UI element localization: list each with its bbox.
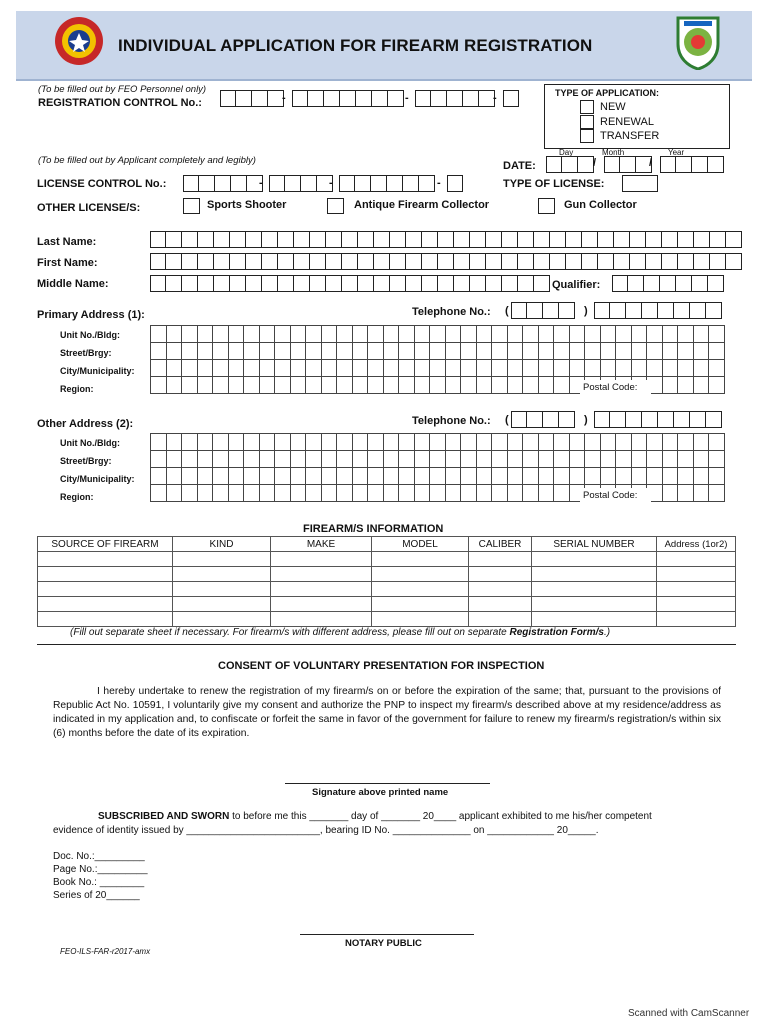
consent-title: CONSENT OF VOLUNTARY PRESENTATION FOR INSPECTION	[218, 660, 545, 672]
form-title: INDIVIDUAL APPLICATION FOR FIREARM REGISTRATION	[118, 36, 593, 55]
paren-close: )	[584, 305, 588, 317]
sworn-bold: SUBSCRIBED AND SWORN	[98, 811, 230, 822]
table-row[interactable]	[38, 597, 736, 612]
dash-separator: -	[493, 92, 497, 104]
firearms-title: FIREARM/S INFORMATION	[303, 523, 444, 535]
dash-separator: -	[437, 177, 441, 189]
middle-name-label: Middle Name:	[37, 278, 109, 290]
date-month-boxes[interactable]	[604, 156, 652, 173]
last-name-boxes[interactable]	[150, 231, 742, 248]
sports-shooter-checkbox[interactable]	[183, 198, 200, 214]
new-checkbox[interactable]	[580, 100, 594, 114]
table-row[interactable]	[38, 612, 736, 627]
antique-collector-label: Antique Firearm Collector	[354, 199, 490, 211]
postal-1-label: Postal Code:	[580, 380, 651, 396]
firearms-note-end: .)	[603, 627, 611, 638]
unit-1-label: Unit No./Bldg:	[60, 330, 120, 340]
firearms-header-row	[38, 537, 736, 552]
day-label: Day	[559, 148, 574, 157]
date-year-boxes[interactable]	[660, 156, 724, 173]
new-label: NEW	[600, 101, 626, 113]
section-divider	[37, 644, 736, 645]
firearms-note	[70, 627, 610, 638]
other-address-title: Other Address (2):	[37, 418, 134, 430]
feo-note: (To be filled out by FEO Personnel only)	[38, 84, 207, 95]
transfer-checkbox[interactable]	[580, 129, 594, 143]
qualifier-label: Qualifier:	[552, 279, 601, 291]
telephone-1-number-boxes[interactable]	[594, 302, 722, 319]
region-1-label: Region:	[60, 384, 94, 394]
scanner-watermark: Scanned with CamScanner	[628, 1008, 750, 1019]
month-label: Month	[602, 148, 625, 157]
registration-control-boxes-4[interactable]	[503, 90, 519, 107]
col-make: MAKE	[271, 537, 372, 552]
firearms-note-bold: Registration Form/s	[509, 627, 604, 638]
primary-address-title: Primary Address (1):	[37, 309, 145, 321]
gun-collector-label: Gun Collector	[564, 199, 637, 211]
year-label: Year	[668, 148, 685, 157]
pnp-logo-icon	[54, 14, 104, 68]
signature-label: Signature above printed name	[312, 787, 449, 798]
city-1-label: City/Municipality:	[60, 366, 135, 376]
notary-public-label: NOTARY PUBLIC	[345, 938, 422, 949]
registration-control-label: REGISTRATION CONTROL No.:	[38, 97, 202, 109]
first-name-boxes[interactable]	[150, 253, 742, 270]
renewal-checkbox[interactable]	[580, 115, 594, 129]
book-no: Book No.: ________	[53, 877, 145, 888]
telephone-2-label: Telephone No.:	[412, 415, 491, 427]
page-no: Page No.:_________	[53, 864, 148, 875]
date-label: DATE:	[503, 160, 536, 172]
telephone-1-label: Telephone No.:	[412, 306, 491, 318]
signature-line	[285, 783, 490, 784]
gun-collector-checkbox[interactable]	[538, 198, 555, 214]
dash-separator: -	[405, 92, 409, 104]
street-1-label: Street/Brgy:	[60, 348, 112, 358]
sports-shooter-label: Sports Shooter	[207, 199, 287, 211]
paren-close: )	[584, 414, 588, 426]
col-kind: KIND	[173, 537, 271, 552]
telephone-2-area-boxes[interactable]	[511, 411, 575, 428]
col-caliber: CALIBER	[469, 537, 532, 552]
firearms-note-start: (Fill out separate sheet if necessary. For firearm/s with different address, please fill out on separate	[70, 627, 510, 638]
other-license-label: OTHER LICENSE/S:	[37, 202, 141, 214]
antique-collector-checkbox[interactable]	[327, 198, 344, 214]
registration-control-boxes[interactable]	[220, 90, 284, 107]
last-name-label: Last Name:	[37, 236, 97, 248]
street-2-label: Street/Brgy:	[60, 456, 112, 466]
col-address: Address (1or2)	[657, 537, 736, 552]
registration-control-boxes-2[interactable]	[292, 90, 404, 107]
middle-name-boxes[interactable]	[150, 275, 550, 292]
city-2-label: City/Municipality:	[60, 474, 135, 484]
dash-separator: -	[282, 92, 286, 104]
type-of-application-label: TYPE OF APPLICATION:	[555, 88, 660, 98]
col-model: MODEL	[372, 537, 469, 552]
license-control-boxes-3[interactable]	[339, 175, 435, 192]
license-control-label: LICENSE CONTROL No.:	[37, 178, 167, 190]
feo-seal-icon	[672, 14, 724, 70]
first-name-label: First Name:	[37, 257, 98, 269]
consent-body: I hereby undertake to renew the registration of my firearm/s on or before the expiration of the same; that, pursuant to the provisions of Republic Act No. 10591, I voluntarily give my consent and authorize the PNP to inspect my firearm/s described above at my residence/address as indicated in my application and, to confiscate or forfeit the same in favor of the government for failure to renew my firearm/s registration/s within six (6) months before the date of its expiration.	[53, 686, 721, 739]
type-of-license-label: TYPE OF LICENSE:	[503, 178, 605, 190]
paren-open: (	[505, 305, 509, 317]
sworn-line-1	[98, 811, 652, 822]
license-control-boxes-4[interactable]	[447, 175, 463, 192]
form-code: FEO-ILS-FAR-r2017-amx	[60, 947, 151, 956]
slash-separator: /	[593, 157, 597, 169]
region-2-label: Region:	[60, 492, 94, 502]
renewal-label: RENEWAL	[600, 116, 654, 128]
table-row[interactable]	[38, 567, 736, 582]
dash-separator: -	[329, 177, 333, 189]
notary-signature-line	[300, 934, 474, 935]
table-row[interactable]	[38, 552, 736, 567]
transfer-label: TRANSFER	[600, 130, 660, 142]
slash-separator: /	[649, 157, 653, 169]
registration-control-boxes-3[interactable]	[415, 90, 495, 107]
dash-separator: -	[259, 177, 263, 189]
col-serial: SERIAL NUMBER	[532, 537, 657, 552]
telephone-2-number-boxes[interactable]	[594, 411, 722, 428]
doc-no: Doc. No.:_________	[53, 851, 145, 862]
sworn-text-1: to before me this _______ day of _______ 20____ applicant exhibited to me his/her competent	[229, 811, 652, 822]
date-day-boxes[interactable]	[546, 156, 597, 173]
unit-2-label: Unit No./Bldg:	[60, 438, 120, 448]
paren-open: (	[505, 414, 509, 426]
license-control-boxes-2[interactable]	[269, 175, 333, 192]
sworn-line-2: evidence of identity issued by ________________________, bearing ID No. ______________ on ____________ 20_____.	[53, 825, 599, 836]
postal-2-label: Postal Code:	[580, 488, 651, 504]
series-of: Series of 20______	[53, 890, 140, 901]
license-control-boxes[interactable]	[183, 175, 263, 192]
telephone-1-area-boxes[interactable]	[511, 302, 575, 319]
col-source: SOURCE OF FIREARM	[38, 537, 173, 552]
applicant-note: (To be filled out by Applicant completely and legibly)	[38, 155, 256, 166]
qualifier-boxes[interactable]	[612, 275, 724, 292]
type-of-license-box[interactable]	[622, 175, 658, 192]
table-row[interactable]	[38, 582, 736, 597]
firearms-table[interactable]	[37, 536, 736, 627]
